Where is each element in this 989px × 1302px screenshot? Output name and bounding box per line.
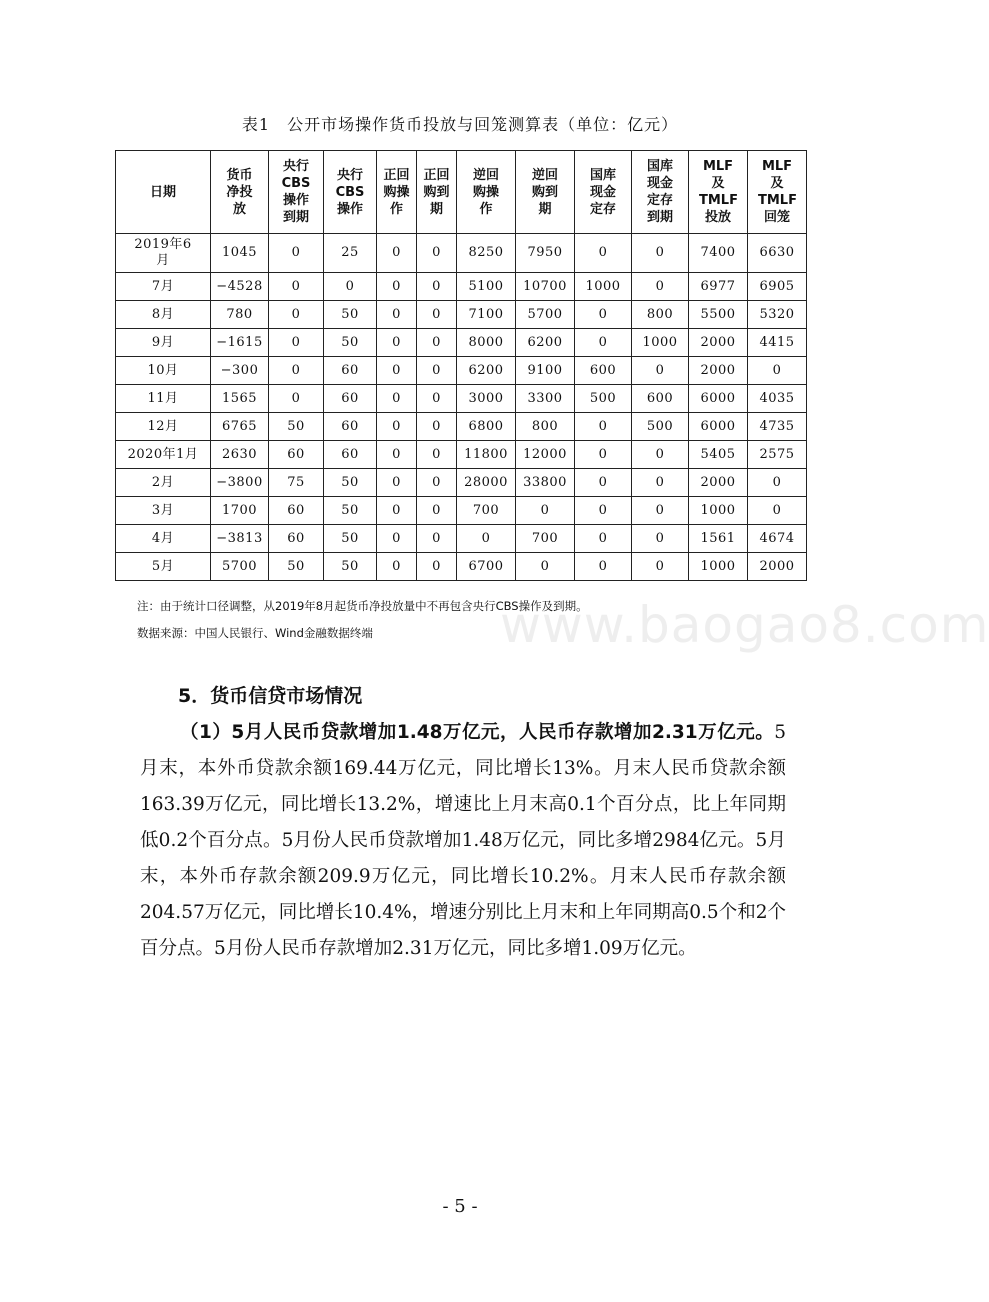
table-cell: 5405 — [689, 441, 748, 469]
table-cell-date: 4月 — [116, 525, 211, 553]
table-row — [116, 301, 807, 329]
table-cell: 0 — [748, 469, 807, 497]
table-cell: 500 — [575, 385, 632, 413]
table-cell: 0 — [575, 301, 632, 329]
table-cell: 0 — [632, 469, 689, 497]
table-cell: 6700 — [457, 553, 516, 581]
table-cell: 6000 — [689, 385, 748, 413]
table-cell: 6800 — [457, 413, 516, 441]
table-cell: 5320 — [748, 301, 807, 329]
table-cell: 0 — [377, 385, 417, 413]
table-cell: 0 — [575, 413, 632, 441]
table-row — [116, 329, 807, 357]
table-row — [116, 553, 807, 581]
table-cell: 6765 — [211, 413, 269, 441]
table-cell-date: 12月 — [116, 413, 211, 441]
table-cell: 1565 — [211, 385, 269, 413]
table-cell: 2000 — [689, 469, 748, 497]
table-row — [116, 234, 807, 273]
table-cell: 2000 — [689, 357, 748, 385]
table-cell: 0 — [575, 469, 632, 497]
table-cell: 60 — [324, 441, 377, 469]
table-cell: 0 — [748, 497, 807, 525]
table-row — [116, 441, 807, 469]
table-cell: −3813 — [211, 525, 269, 553]
table-cell-date: 3月 — [116, 497, 211, 525]
table-cell: 11800 — [457, 441, 516, 469]
table-cell: 12000 — [516, 441, 575, 469]
table-cell: 5500 — [689, 301, 748, 329]
table-cell: 780 — [211, 301, 269, 329]
table-header-row — [116, 151, 807, 234]
table-row — [116, 469, 807, 497]
table-cell: 50 — [324, 329, 377, 357]
table-cell-date: 2019年6月 — [116, 234, 211, 273]
data-source: 数据来源：中国人民银行、Wind金融数据终端 — [137, 626, 373, 640]
table-cell: 0 — [377, 469, 417, 497]
table-cell: 0 — [417, 301, 457, 329]
table-cell: 0 — [417, 234, 457, 273]
table-cell: 2575 — [748, 441, 807, 469]
table-cell: 0 — [632, 497, 689, 525]
page-number: - 5 - — [442, 1196, 478, 1217]
table-cell: 1000 — [689, 497, 748, 525]
table-cell: 4674 — [748, 525, 807, 553]
table-cell: 0 — [575, 525, 632, 553]
paragraph-body: 5月末，本外币贷款余额169.44万亿元，同比增长13%。月末人民币贷款余额163.39万亿元，同比增长13.2%，增速比上月末高0.1个百分点，比上年同期低0.2个百分点。5月份人民币贷款增加1.48万亿元，同比多增2984亿元。5月末，本外币存款余额209.9万亿元，同比增长10.2%。月末人民币存款余额204.57万亿元，同比增长10.4%，增速分别比上月末和上年同期高0.5个和2个百分点。5月份人民币存款增加2.31万亿元，同比多增1.09万亿元。 — [140, 722, 786, 959]
table-cell: 0 — [417, 329, 457, 357]
watermark: www.baogao8.com — [500, 596, 989, 654]
table-cell: 10700 — [516, 273, 575, 301]
table-cell: 0 — [575, 234, 632, 273]
body-paragraph — [140, 715, 786, 967]
table-cell-date: 2020年1月 — [116, 441, 211, 469]
header-repo-maturity: 正回购到期 — [417, 151, 457, 234]
table-cell: 0 — [269, 385, 324, 413]
table-cell: 4735 — [748, 413, 807, 441]
table-cell: 800 — [632, 301, 689, 329]
table-cell: 0 — [575, 329, 632, 357]
table-cell: 8250 — [457, 234, 516, 273]
table-cell: 0 — [417, 553, 457, 581]
table-cell: 50 — [269, 413, 324, 441]
table-cell: 2000 — [748, 553, 807, 581]
table-cell: 0 — [377, 413, 417, 441]
table-cell: 50 — [269, 553, 324, 581]
header-repo-operation: 正回购操作 — [377, 151, 417, 234]
table-cell: 6200 — [457, 357, 516, 385]
table-cell-date: 8月 — [116, 301, 211, 329]
table-cell: 6630 — [748, 234, 807, 273]
table-cell: −3800 — [211, 469, 269, 497]
table-row — [116, 497, 807, 525]
table-cell: 6905 — [748, 273, 807, 301]
table-cell: 0 — [377, 497, 417, 525]
header-treasury-deposit-maturity: 国库现金定存到期 — [632, 151, 689, 234]
header-mlf-withdrawal: MLF及TMLF回笼 — [748, 151, 807, 234]
table-cell: 7400 — [689, 234, 748, 273]
table-cell: 0 — [377, 234, 417, 273]
table-cell: 7100 — [457, 301, 516, 329]
table-cell: 0 — [516, 553, 575, 581]
table-cell-date: 2月 — [116, 469, 211, 497]
table-cell: 60 — [269, 441, 324, 469]
table-cell: 50 — [324, 553, 377, 581]
table-cell-date: 10月 — [116, 357, 211, 385]
table-cell: 0 — [269, 273, 324, 301]
table-cell: 0 — [575, 497, 632, 525]
table-cell: 4415 — [748, 329, 807, 357]
paragraph-lead: （1）5月人民币贷款增加1.48万亿元，人民币存款增加2.31万亿元。 — [180, 722, 775, 743]
table-cell: 60 — [324, 413, 377, 441]
table-cell: −4528 — [211, 273, 269, 301]
table-cell: 0 — [575, 553, 632, 581]
table-cell-date: 9月 — [116, 329, 211, 357]
table-body — [116, 234, 807, 581]
table-cell: 6200 — [516, 329, 575, 357]
table-cell: 50 — [324, 525, 377, 553]
table-cell: 0 — [457, 525, 516, 553]
table-cell: 5700 — [211, 553, 269, 581]
table-cell: 0 — [417, 441, 457, 469]
table-cell: 0 — [417, 413, 457, 441]
table-cell: 33800 — [516, 469, 575, 497]
table-cell: 800 — [516, 413, 575, 441]
table-cell: 50 — [324, 497, 377, 525]
table-cell: 0 — [269, 357, 324, 385]
table-cell: 0 — [377, 441, 417, 469]
table-cell: 60 — [269, 497, 324, 525]
table-note: 注：由于统计口径调整，从2019年8月起货币净投放量中不再包含央行CBS操作及到期。 — [137, 599, 588, 613]
table-cell: 1700 — [211, 497, 269, 525]
table-cell: 9100 — [516, 357, 575, 385]
table-cell: 1000 — [632, 329, 689, 357]
table-caption: 表1 公开市场操作货币投放与回笼测算表（单位：亿元） — [241, 115, 679, 134]
header-cbs-maturity: 央行CBS操作到期 — [269, 151, 324, 234]
table-cell: 0 — [269, 329, 324, 357]
header-reverse-repo-operation: 逆回购操作 — [457, 151, 516, 234]
header-net-injection: 货币净投放 — [211, 151, 269, 234]
table-cell: 0 — [516, 497, 575, 525]
table-cell: 3300 — [516, 385, 575, 413]
table-cell: 0 — [632, 441, 689, 469]
table-cell: 5100 — [457, 273, 516, 301]
table-row — [116, 525, 807, 553]
table-cell: 0 — [377, 553, 417, 581]
table-cell: 25 — [324, 234, 377, 273]
table-cell: 0 — [417, 497, 457, 525]
table-row — [116, 273, 807, 301]
section-heading: 5．货币信贷市场情况 — [178, 685, 363, 707]
table-cell: 60 — [324, 385, 377, 413]
table-cell: 7950 — [516, 234, 575, 273]
table-cell: 1045 — [211, 234, 269, 273]
table-cell: 0 — [377, 525, 417, 553]
table-cell: 0 — [377, 301, 417, 329]
open-market-operations-table — [115, 150, 807, 581]
table-row — [116, 385, 807, 413]
table-cell: 600 — [632, 385, 689, 413]
header-treasury-deposit: 国库现金定存 — [575, 151, 632, 234]
table-cell: 0 — [417, 385, 457, 413]
table-cell: 2000 — [689, 329, 748, 357]
table-cell: 6977 — [689, 273, 748, 301]
table-cell: 0 — [575, 441, 632, 469]
table-cell: 60 — [324, 357, 377, 385]
table-cell: 1561 — [689, 525, 748, 553]
table-cell: 700 — [457, 497, 516, 525]
table-cell: 5700 — [516, 301, 575, 329]
table-cell: 0 — [632, 553, 689, 581]
table-cell: 0 — [417, 357, 457, 385]
table-cell: 50 — [324, 301, 377, 329]
table-cell: 60 — [269, 525, 324, 553]
table-cell: 75 — [269, 469, 324, 497]
table-cell: 600 — [575, 357, 632, 385]
table-cell: 50 — [324, 469, 377, 497]
table-cell: 0 — [632, 234, 689, 273]
table-cell: 0 — [632, 273, 689, 301]
table-cell: 8000 — [457, 329, 516, 357]
table-cell: 0 — [377, 273, 417, 301]
table-cell-date: 11月 — [116, 385, 211, 413]
table-cell: 0 — [377, 357, 417, 385]
table-cell: 0 — [417, 273, 457, 301]
table-cell: 0 — [269, 301, 324, 329]
table-cell: 500 — [632, 413, 689, 441]
table-cell: 28000 — [457, 469, 516, 497]
table-cell: 3000 — [457, 385, 516, 413]
table-cell-date: 5月 — [116, 553, 211, 581]
header-mlf-injection: MLF及TMLF投放 — [689, 151, 748, 234]
table-cell: 0 — [632, 357, 689, 385]
table-cell: 0 — [269, 234, 324, 273]
table-cell: 4035 — [748, 385, 807, 413]
table-row — [116, 357, 807, 385]
table-cell: 6000 — [689, 413, 748, 441]
table-cell: −300 — [211, 357, 269, 385]
header-reverse-repo-maturity: 逆回购到期 — [516, 151, 575, 234]
table-cell: 1000 — [575, 273, 632, 301]
table-cell: 1000 — [689, 553, 748, 581]
table-cell: 0 — [748, 357, 807, 385]
header-cbs-operation: 央行CBS操作 — [324, 151, 377, 234]
table-cell: 0 — [417, 469, 457, 497]
table-row — [116, 413, 807, 441]
table-cell: 0 — [632, 525, 689, 553]
table-cell-date: 7月 — [116, 273, 211, 301]
table-cell: 2630 — [211, 441, 269, 469]
header-date: 日期 — [116, 151, 211, 234]
table-cell: 0 — [324, 273, 377, 301]
table-cell: −1615 — [211, 329, 269, 357]
table-cell: 700 — [516, 525, 575, 553]
table-cell: 0 — [417, 525, 457, 553]
table-cell: 0 — [377, 329, 417, 357]
